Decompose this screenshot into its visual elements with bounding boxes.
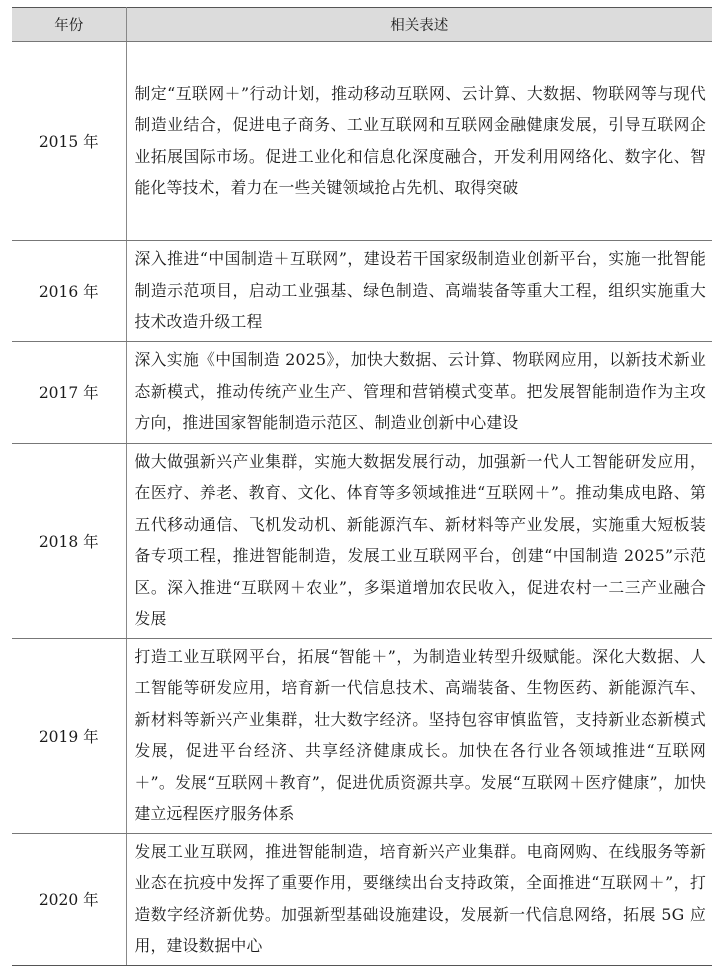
table-row bbox=[12, 341, 712, 443]
table-header-row bbox=[12, 8, 712, 42]
table-row bbox=[12, 833, 712, 965]
column-header-year: 年份 bbox=[12, 8, 126, 42]
row-year: 2016 年 bbox=[12, 241, 126, 342]
row-description: 深入推进“中国制造＋互联网”，建设若干国家级制造业创新平台，实施一批智能制造示范项目，启动工业强基、绿色制造、高端装备等重大工程，组织实施重大技术改造升级工程 bbox=[126, 241, 712, 342]
table-row bbox=[12, 241, 712, 342]
table-row bbox=[12, 638, 712, 833]
row-year: 2015 年 bbox=[12, 42, 126, 241]
table-row bbox=[12, 443, 712, 638]
row-description: 深入实施《中国制造 2025》，加快大数据、云计算、物联网应用，以新技术新业态新模式，推动传统产业生产、管理和营销模式变革。把发展智能制造作为主攻方向，推进国家智能制造示范区、制造业创新中心建设 bbox=[126, 341, 712, 443]
column-header-description: 相关表述 bbox=[126, 8, 712, 42]
policy-table bbox=[12, 7, 712, 966]
row-year: 2019 年 bbox=[12, 638, 126, 833]
row-year: 2017 年 bbox=[12, 341, 126, 443]
row-description: 发展工业互联网，推进智能制造，培育新兴产业集群。电商网购、在线服务等新业态在抗疫中发挥了重要作用，要继续出台支持政策，全面推进“互联网＋”，打造数字经济新优势。加强新型基础设施建设，发展新一代信息网络，拓展 5G 应用，建设数据中心 bbox=[126, 833, 712, 965]
row-description: 做大做强新兴产业集群，实施大数据发展行动，加强新一代人工智能研发应用，在医疗、养老、教育、文化、体育等多领域推进“互联网＋”。推动集成电路、第五代移动通信、飞机发动机、新能源汽车、新材料等产业发展，实施重大短板装备专项工程，推进智能制造，发展工业互联网平台，创建“中国制造 2025”示范区。深入推进“互联网＋农业”，多渠道增加农民收入，促进农村一二三产业融合发展 bbox=[126, 443, 712, 638]
row-year: 2020 年 bbox=[12, 833, 126, 965]
row-year: 2018 年 bbox=[12, 443, 126, 638]
row-description: 制定“互联网＋”行动计划，推动移动互联网、云计算、大数据、物联网等与现代制造业结合，促进电子商务、工业互联网和互联网金融健康发展，引导互联网企业拓展国际市场。促进工业化和信息化深度融合，开发利用网络化、数字化、智能化等技术，着力在一些关键领域抢占先机、取得突破 bbox=[126, 42, 712, 241]
table-row bbox=[12, 42, 712, 241]
row-description: 打造工业互联网平台，拓展“智能＋”，为制造业转型升级赋能。深化大数据、人工智能等研发应用，培育新一代信息技术、高端装备、生物医药、新能源汽车、新材料等新兴产业集群，壮大数字经济。坚持包容审慎监管，支持新业态新模式发展，促进平台经济、共享经济健康成长。加快在各行业各领域推进“互联网＋”。发展“互联网＋教育”，促进优质资源共享。发展“互联网＋医疗健康”，加快建立远程医疗服务体系 bbox=[126, 638, 712, 833]
